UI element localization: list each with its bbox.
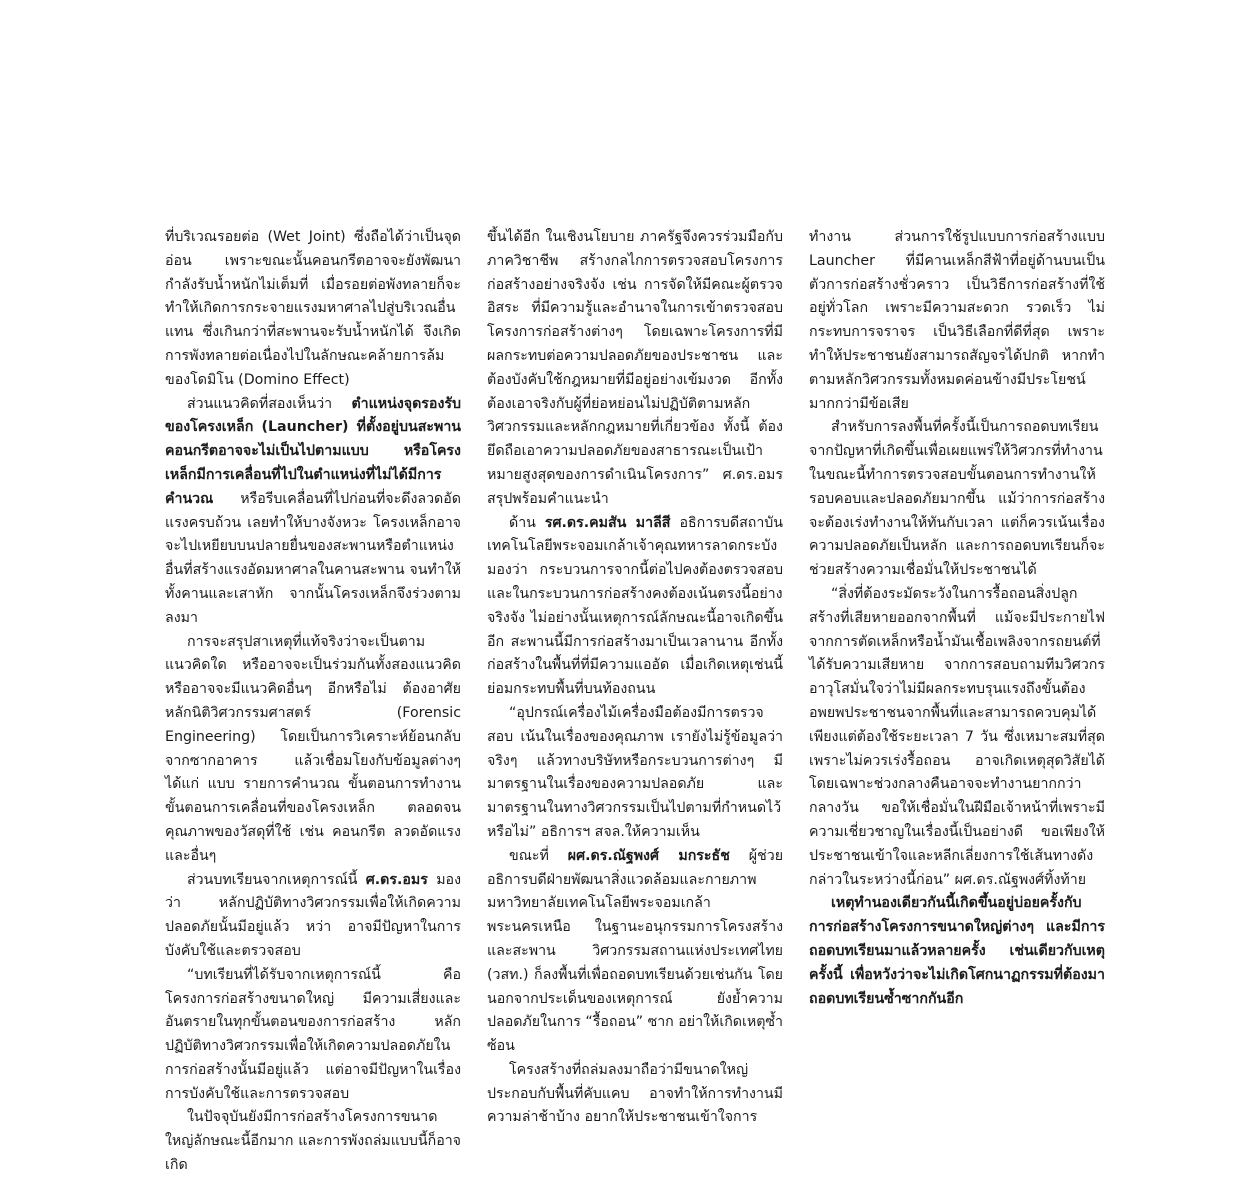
paragraph: การจะสรุปสาเหตุที่แท้จริงว่าจะเป็นตามแนวคิดใด หรืออาจจะเป็นร่วมกันทั้งสองแนวคิด หรืออาจจะมีแนวคิดอื่นๆ อีกหรือไม่ ต้องอาศัยหลักนิติวิศวกรรมศาสตร์ (Forensic Engineering) โดยเป็นการวิเคราะห์ย้อนกลับจากซากอาคาร แล้วเชื่อมโยงกับข้อมูลต่างๆ ได้แก่ แบบ รายการคำนวณ ขั้นตอนการทำงาน ขั้นตอนการเคลื่อนที่ของโครงเหล็ก ตลอดจนคุณภาพของวัสดุที่ใช้ เช่น คอนกรีต ลวดอัดแรง และอื่นๆ xyxy=(165,633,461,864)
person-name: ศ.ดร.อมร xyxy=(365,871,428,888)
paragraph: ทำงาน ส่วนการใช้รูปแบบการก่อสร้างแบบ Launcher ที่มีคานเหล็กสีฟ้าที่อยู่ด้านบนเป็นตัวการก่อสร้างชั่วคราว เป็นวิธีการก่อสร้างที่ใช้อยู่ทั่วโลก เพราะมีความสะดวก รวดเร็ว ไม่กระทบการจราจร เป็นวิธีเลือกที่ดีที่สุด เพราะทำให้ประชาชนยังสามารถสัญจรได้ปกติ หากทำตามหลักวิศวกรรมทั้งหมดค่อนข้างมีประโยชน์มากกว่ามีข้อเสีย xyxy=(809,229,1105,412)
paragraph: ขึ้นได้อีก ในเชิงนโยบาย ภาครัฐจึงควรร่วมมือกับภาควิชาชีพ สร้างกลไกการตรวจสอบโครงการก่อสร้างอย่างจริงจัง เช่น การจัดให้มีคณะผู้ตรวจอิสระ ที่มีความรู้และอำนาจในการเข้าตรวจสอบโครงการก่อสร้างต่างๆ โดยเฉพาะโครงการที่มีผลกระทบต่อความปลอดภัยของประชาชน และต้องบังคับใช้กฎหมายที่มีอยู่อย่างเข้มงวด อีกทั้งต้องเอาจริงกับผู้ที่ย่อหย่อนไม่ปฏิบัติตามหลักวิศวกรรมและหลักกฎหมายที่เกี่ยวข้อง ทั้งนี้ ต้องยึดถือเอาความปลอดภัยของสาธารณะเป็นเป้าหมายสูงสุดของการดำเนินโครงการ” ศ.ดร.อมรสรุปพร้อมคำแนะนำ xyxy=(487,229,783,507)
article-column-2 xyxy=(487,226,783,1130)
paragraph xyxy=(487,845,783,1059)
quote-paragraph: “อุปกรณ์เครื่องไม้เครื่องมือต้องมีการตรวจสอบ เน้นในเรื่องของคุณภาพ เรายังไม่รู้ข้อมูลว่าจริงๆ แล้วทางบริษัทหรือกระบวนการต่างๆ มีมาตรฐานในเรื่องของความปลอดภัย และมาตรฐานในทางวิศวกรรมเป็นไปตามที่กำหนดไว้หรือไม่” อธิการฯ สจล.ให้ความเห็น xyxy=(487,704,783,840)
person-name: รศ.ดร.คมสัน มาลีสี xyxy=(544,514,671,531)
article-column-1 xyxy=(165,226,461,1178)
paragraph: ในปัจจุบันยังมีการก่อสร้างโครงการขนาดใหญ่ลักษณะนี้อีกมาก และการพังถล่มแบบนี้ก็อาจเกิด xyxy=(165,1109,461,1174)
person-name: ผศ.ดร.ณัฐพงศ์ มกระธัช xyxy=(567,847,730,864)
paragraph-text: ส่วนบทเรียนจากเหตุการณ์นี้ xyxy=(187,871,366,888)
highlight-text: ตำแหน่งจุดรองรับของโครงเหล็ก (Launcher) ที่ตั้งอยู่บนสะพานคอนกรีตอาจจะไม่เป็นไปตามแบบ หรือโครงเหล็กมีการเคลื่อนที่ไปในตำแหน่งที่ไม่ได้มีการคำนวณ xyxy=(165,395,461,507)
paragraph-text: ส่วนแนวคิดที่สองเห็นว่า xyxy=(187,395,352,412)
paragraph-text: หรือรีบเคลื่อนที่ไปก่อนที่จะดึงลวดอัดแรงครบถ้วน เลยทำให้บางจังหวะ โครงเหล็กอาจจะไปเหยียบบนปลายยื่นของสะพานหรือตำแหน่งอื่นที่สร้างแรงอัดมหาศาลในคานสะพาน จนทำให้ทั้งคานและเสาหัก จากนั้นโครงเหล็กจึงร่วงตามลงมา xyxy=(165,490,461,626)
paragraph: โครงสร้างที่ถล่มลงมาถือว่ามีขนาดใหญ่ ประกอบกับพื้นที่คับแคบ อาจทำให้การทำงานมีความล่าช้าบ้าง อยากให้ประชาชนเข้าใจการ xyxy=(487,1061,783,1126)
quote-paragraph: “สิ่งที่ต้องระมัดระวังในการรื้อถอนสิ่งปลูกสร้างที่เสียหายออกจากพื้นที่ แม้จะมีประกายไฟจากการตัดเหล็กหรือน้ำมันเชื้อเพลิงจากรถยนต์ที่ได้รับความเสียหาย จากการสอบถามทีมวิศวกรอาวุโสมั่นใจว่าไม่มีผลกระทบรุนแรงถึงขั้นต้องอพยพประชาชนจากพื้นที่และสามารถควบคุมได้ เพียงแต่ต้องใช้ระยะเวลา 7 วัน ซึ่งเหมาะสมที่สุด เพราะไม่ควรเร่งรื้อถอน อาจเกิดเหตุสุดวิสัยได้ โดยเฉพาะช่วงกลางคืนอาจจะทำงานยากกว่ากลางวัน ขอให้เชื่อมั่นในฝีมือเจ้าหน้าที่เพราะมีความเชี่ยวชาญในเรื่องนี้เป็นอย่างดี ขอเพียงให้ประชาชนเข้าใจและหลีกเลี่ยงการใช้เส้นทางดังกล่าวในระหว่างนี้ก่อน” ผศ.ดร.ณัฐพงศ์ทิ้งท้าย xyxy=(809,585,1105,888)
paragraph-text: ขณะที่ xyxy=(509,847,568,864)
closing-paragraph: เหตุทำนองเดียวกันนี้เกิดขึ้นอยู่บ่อยครั้งกับการก่อสร้างโครงการขนาดใหญ่ต่างๆ และมีการถอดบทเรียนมาแล้วหลายครั้ง เช่นเดียวกับเหตุครั้งนี้ เพื่อหวังว่าจะไม่เกิดโศกนาฏกรรมที่ต้องมาถอดบทเรียนซ้ำซากกันอีก xyxy=(809,895,1105,1007)
paragraph xyxy=(165,393,461,631)
paragraph xyxy=(487,512,783,702)
paragraph: ที่บริเวณรอยต่อ (Wet Joint) ซึ่งถือได้ว่าเป็นจุดอ่อน เพราะขณะนั้นคอนกรีตอาจจะยังพัฒนากำลังรับน้ำหนักไม่เต็มที่ เมื่อรอยต่อพังทลายก็จะทำให้เกิดการกระจายแรงมหาศาลไปสู่บริเวณอื่นแทน ซึ่งเกินกว่าที่สะพานจะรับน้ำหนักได้ จึงเกิดการพังทลายต่อเนื่องไปในลักษณะคล้ายการล้มของโดมิโน (Domino Effect) xyxy=(165,229,461,388)
paragraph-text: มองว่า หลักปฏิบัติทางวิศวกรรมเพื่อให้เกิดความปลอดภัยนั้นมีอยู่แล้ว หว่า อาจมีปัญหาในการบังคับใช้และตรวจสอบ xyxy=(165,871,461,959)
paragraph: สำหรับการลงพื้นที่ครั้งนี้เป็นการถอดบทเรียนจากปัญหาที่เกิดขึ้นเพื่อเผยแพร่ให้วิศวกรที่ทำงานในขณะนี้ทำการตรวจสอบขั้นตอนการทำงานให้รอบคอบและปลอดภัยมากขึ้น แม้ว่าการก่อสร้างจะต้องเร่งทำงานให้ทันกับเวลา แต่ก็ควรเน้นเรื่องความปลอดภัยเป็นหลัก และการถอดบทเรียนก็จะช่วยสร้างความเชื่อมั่นให้ประชาชนได้ xyxy=(809,419,1105,579)
paragraph-text: ผู้ช่วยอธิการบดีฝ่ายพัฒนาสิ่งแวดล้อมและกายภาพ มหาวิทยาลัยเทคโนโลยีพระจอมเกล้าพระนครเหนือ ในฐานะอนุกรรมการโครงสร้างและสะพาน วิศวกรรมสถานแห่งประเทศไทย (วสท.) ก็ลงพื้นที่เพื่อถอดบทเรียนด้วยเช่นกัน โดยนอกจากประเด็นของเหตุการณ์ ยังย้ำความปลอดภัยในการ “รื้อถอน” ซาก อย่าให้เกิดเหตุซ้ำซ้อน xyxy=(487,847,784,1055)
quote-paragraph: “บทเรียนที่ได้รับจากเหตุการณ์นี้ คือ โครงการก่อสร้างขนาดใหญ่ มีความเสี่ยงและอันตรายในทุกขั้นตอนของการก่อสร้าง หลักปฏิบัติทางวิศวกรรมเพื่อให้เกิดความปลอดภัยในการก่อสร้างนั้นมีอยู่แล้ว แต่อาจมีปัญหาในเรื่องการบังคับใช้และการตรวจสอบ xyxy=(165,966,461,1102)
article-column-3 xyxy=(809,226,1105,1011)
paragraph-text: อธิการบดีสถาบันเทคโนโลยีพระจอมเกล้าเจ้าคุณทหารลาดกระบัง มองว่า กระบวนการจากนี้ต่อไปคงต้องตรวจสอบ และในกระบวนการก่อสร้างคงต้องเน้นตรงนี้อย่างจริงจัง ไม่อย่างนั้นเหตุการณ์ลักษณะนี้อาจเกิดขึ้นอีก สะพานนี้มีการก่อสร้างมาเป็นเวลานาน อีกทั้งก่อสร้างในพื้นที่ที่มีความแออัด เมื่อเกิดเหตุเช่นนี้ย่อมกระทบพื้นที่บนท้องถนน xyxy=(487,514,783,698)
paragraph-text: ด้าน xyxy=(509,514,545,531)
paragraph xyxy=(165,869,461,964)
